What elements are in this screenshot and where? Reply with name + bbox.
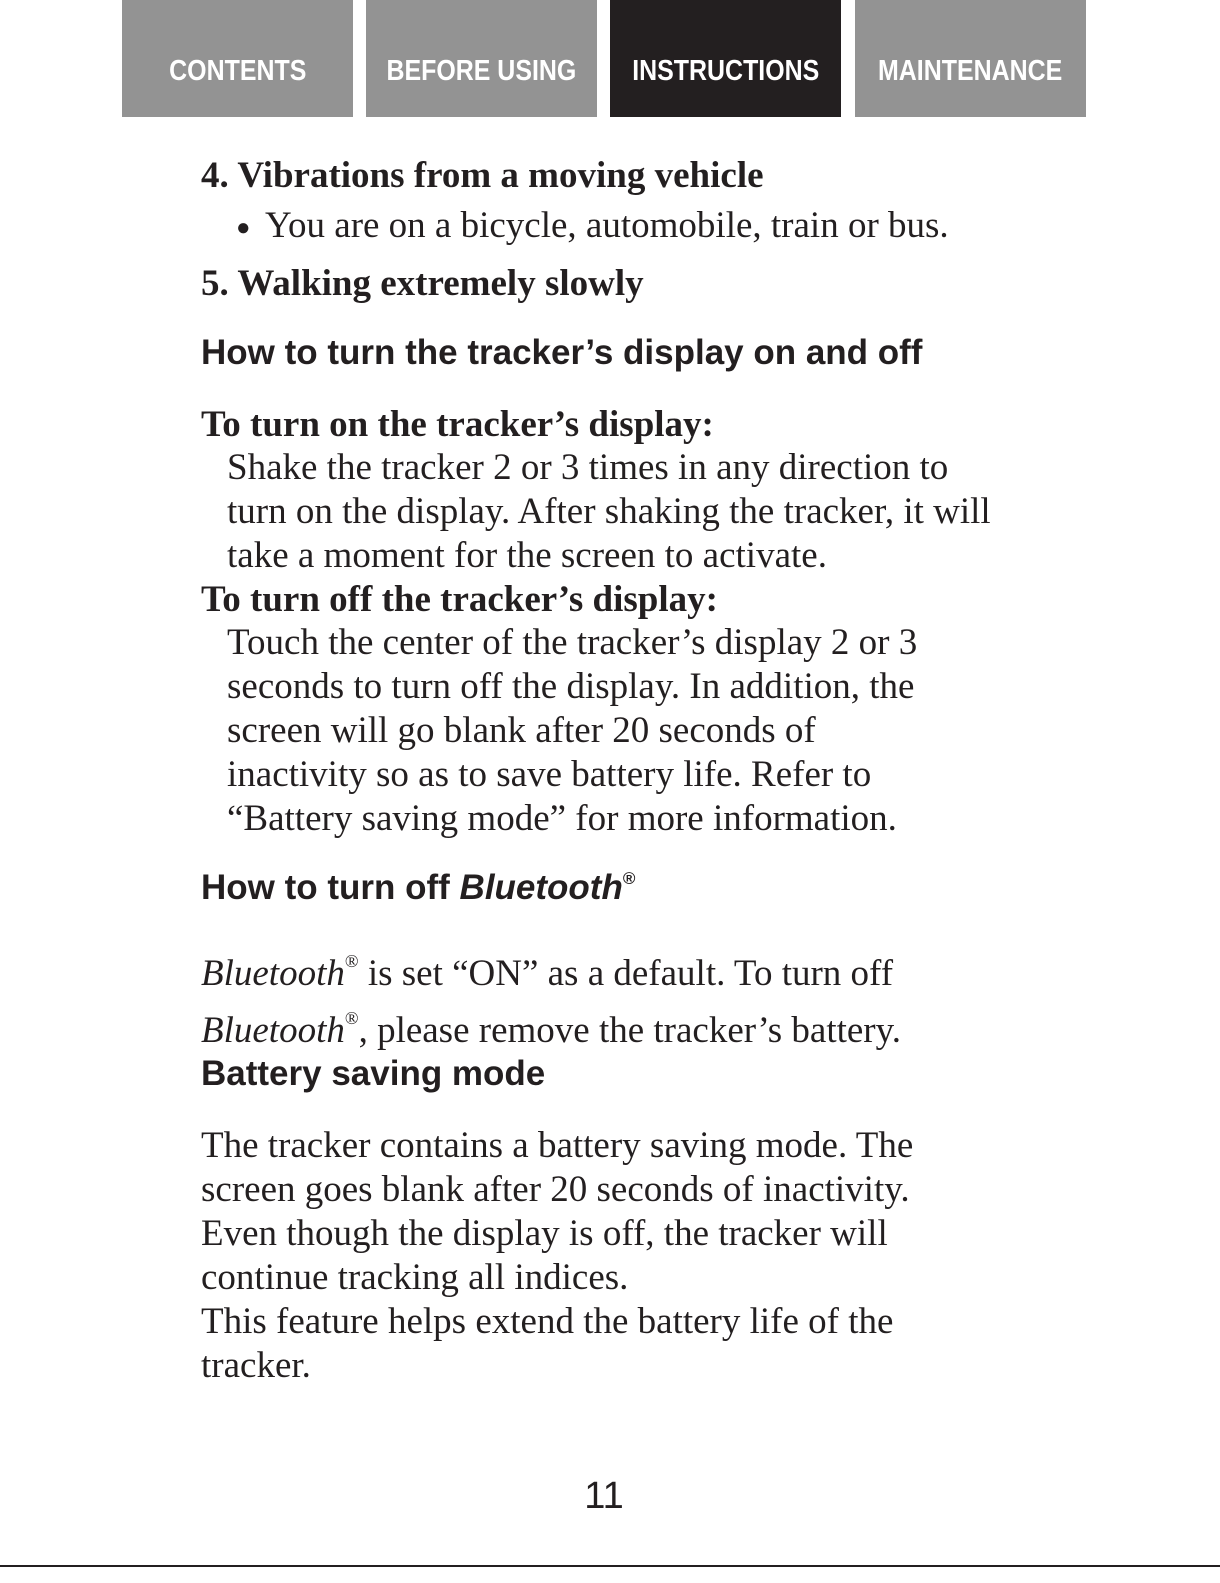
list-item-4-bullet-text: You are on a bicycle, automobile, train or bus.	[265, 205, 949, 246]
list-item-4-title: 4. Vibrations from a moving vehicle	[201, 155, 764, 196]
tab-maintenance[interactable]	[855, 0, 1086, 117]
battery-section-heading: Battery saving mode	[201, 1054, 546, 1093]
display-on-subheading: To turn on the tracker’s display:	[201, 404, 714, 445]
registered-mark: ®	[344, 951, 359, 971]
bluetooth-text-part2: , please remove the tracker’s battery.	[358, 1010, 901, 1051]
tab-contents[interactable]	[122, 0, 353, 117]
tab-instructions[interactable]	[610, 0, 841, 117]
list-item-5-title: 5. Walking extremely slowly	[201, 263, 644, 304]
bluetooth-brand: Bluetooth	[201, 953, 345, 994]
bluetooth-brand: Bluetooth	[201, 1010, 345, 1051]
display-section-heading: How to turn the tracker’s display on and off	[201, 333, 923, 372]
page-number: 11	[584, 1475, 624, 1517]
bluetooth-section-heading	[201, 868, 635, 908]
bluetooth-text	[201, 939, 981, 1053]
list-item-4-bullet	[236, 204, 949, 247]
display-on-text: Shake the tracker 2 or 3 times in any direction to turn on the display. After shaking the tracker, it will take a moment for the screen to activate.	[227, 447, 991, 576]
registered-mark: ®	[344, 1008, 359, 1028]
tab-contents-label: CONTENTS	[168, 55, 307, 87]
tab-instructions-label: INSTRUCTIONS	[631, 55, 820, 87]
battery-para-2: This feature helps extend the battery life of the tracker.	[201, 1301, 894, 1386]
bluetooth-heading-brand: Bluetooth	[459, 868, 623, 907]
battery-para-1: The tracker contains a battery saving mode. The screen goes blank after 20 seconds of inactivity. Even though the display is off, the tracker will continue tracking all indices.	[201, 1125, 914, 1298]
display-off-text: Touch the center of the tracker’s display 2 or 3 seconds to turn off the display. In addition, the screen will go blank after 20 seconds of inactivity so as to save battery life. Refer to “Battery saving mode” for more information.	[227, 622, 918, 839]
bottom-rule	[0, 1565, 1220, 1567]
tab-maintenance-label: MAINTENANCE	[878, 55, 1063, 87]
registered-mark: ®	[622, 869, 636, 888]
tab-before-using-label: BEFORE USING	[386, 55, 577, 87]
tab-before-using[interactable]	[366, 0, 597, 117]
bluetooth-text-part1: is set “ON” as a default. To turn off	[358, 953, 894, 994]
display-off-subheading: To turn off the tracker’s display:	[201, 579, 718, 620]
bullet-icon: ●	[236, 215, 251, 242]
bluetooth-heading-prefix: How to turn off	[201, 868, 450, 907]
battery-section-body	[201, 1124, 986, 1388]
